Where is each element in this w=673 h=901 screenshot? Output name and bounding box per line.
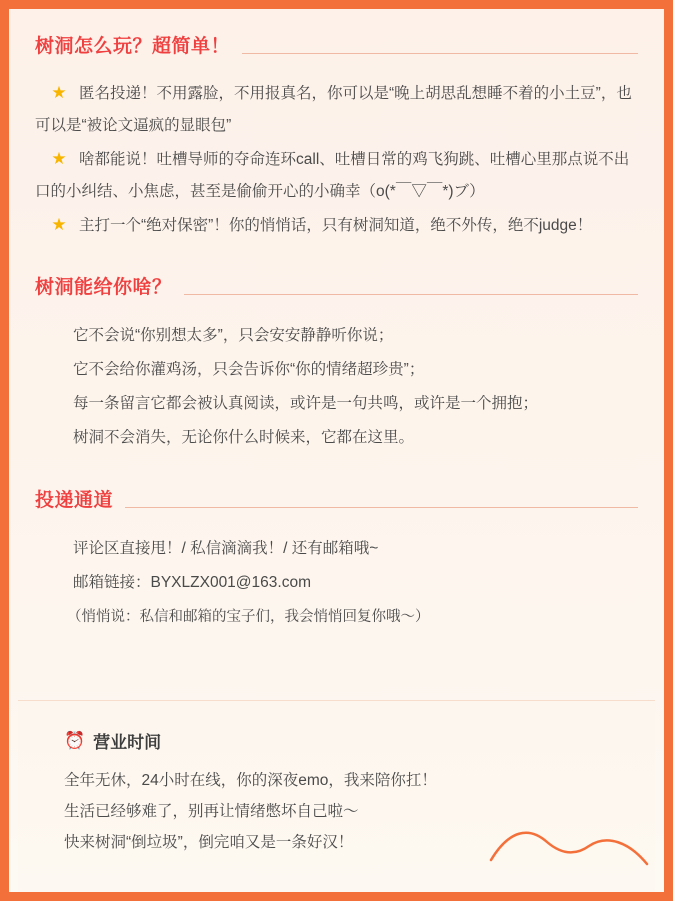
section-title: 树洞能给你啥？ xyxy=(35,277,172,298)
body-line: 树洞不会消失，无论你什么时候来，它都在这里。 xyxy=(73,429,415,446)
email-line[interactable]: 邮箱链接：BYXLZX001@163.com xyxy=(73,574,311,591)
bottom-border-bar xyxy=(9,892,664,901)
body-line: 每一条留言它都会被认真阅读，或许是一句共鸣，或许是一个拥抱； xyxy=(73,395,539,412)
business-hours-card xyxy=(18,700,655,892)
section-header-benefits xyxy=(35,272,638,301)
bullet-text: 匿名投递！不用露脸，不用报真名，你可以是“晚上胡思乱想睡不着的小土豆”，也可以是“被论文逼疯的显眼包” xyxy=(35,85,632,134)
bullet-item xyxy=(35,144,638,208)
bullet-item xyxy=(35,210,638,242)
business-hours-line: 全年无休，24小时在线，你的深夜emo，我来陪你扛！ xyxy=(64,772,437,789)
star-icon: ★ xyxy=(51,215,67,234)
bullet-text: 主打一个“绝对保密”！你的悄悄话，只有树洞知道，绝不外传，绝不judge！ xyxy=(79,217,593,234)
section-divider xyxy=(125,507,638,508)
section-divider xyxy=(242,53,638,54)
section-title: 投递通道 xyxy=(35,490,114,511)
business-hours-line: 快来树洞“倒垃圾”，倒完咱又是一条好汉！ xyxy=(64,834,354,851)
section-body-benefits xyxy=(35,319,638,455)
section-divider xyxy=(184,294,638,295)
business-hours-title: 营业时间 xyxy=(93,733,162,752)
star-icon: ★ xyxy=(51,83,67,102)
section-header-channels xyxy=(35,485,638,514)
section-title: 树洞怎么玩？超简单！ xyxy=(35,36,231,57)
top-border-bar xyxy=(9,0,664,9)
bullet-item xyxy=(35,78,638,142)
business-hours-header xyxy=(64,728,609,753)
channel-line: 评论区直接甩！/ 私信滴滴我！/ 还有邮箱哦~ xyxy=(73,540,379,557)
body-line: 它不会说“你别想太多”，只会安安静静听你说； xyxy=(73,327,394,344)
poster-content xyxy=(9,31,664,634)
channel-note: （悄悄说：私信和邮箱的宝子们，我会悄悄回复你哦～） xyxy=(67,609,430,625)
section-body-channels xyxy=(35,532,638,634)
bullet-text: 啥都能说！吐槽导师的夺命连环call、吐槽日常的鸡飞狗跳、吐槽心里那点说不出口的小纠结、小焦虑，甚至是偷偷开心的小确幸（o(*￣▽￣*)ブ） xyxy=(35,151,630,200)
star-icon: ★ xyxy=(51,149,67,168)
section-header-howto xyxy=(35,31,638,60)
alarm-clock-icon: ⏰ xyxy=(64,730,86,750)
business-hours-line: 生活已经够难了，别再让情绪憋坏自己啦～ xyxy=(64,803,359,820)
section-body-howto xyxy=(35,78,638,242)
body-line: 它不会给你灌鸡汤，只会告诉你“你的情绪超珍贵”； xyxy=(73,361,425,378)
